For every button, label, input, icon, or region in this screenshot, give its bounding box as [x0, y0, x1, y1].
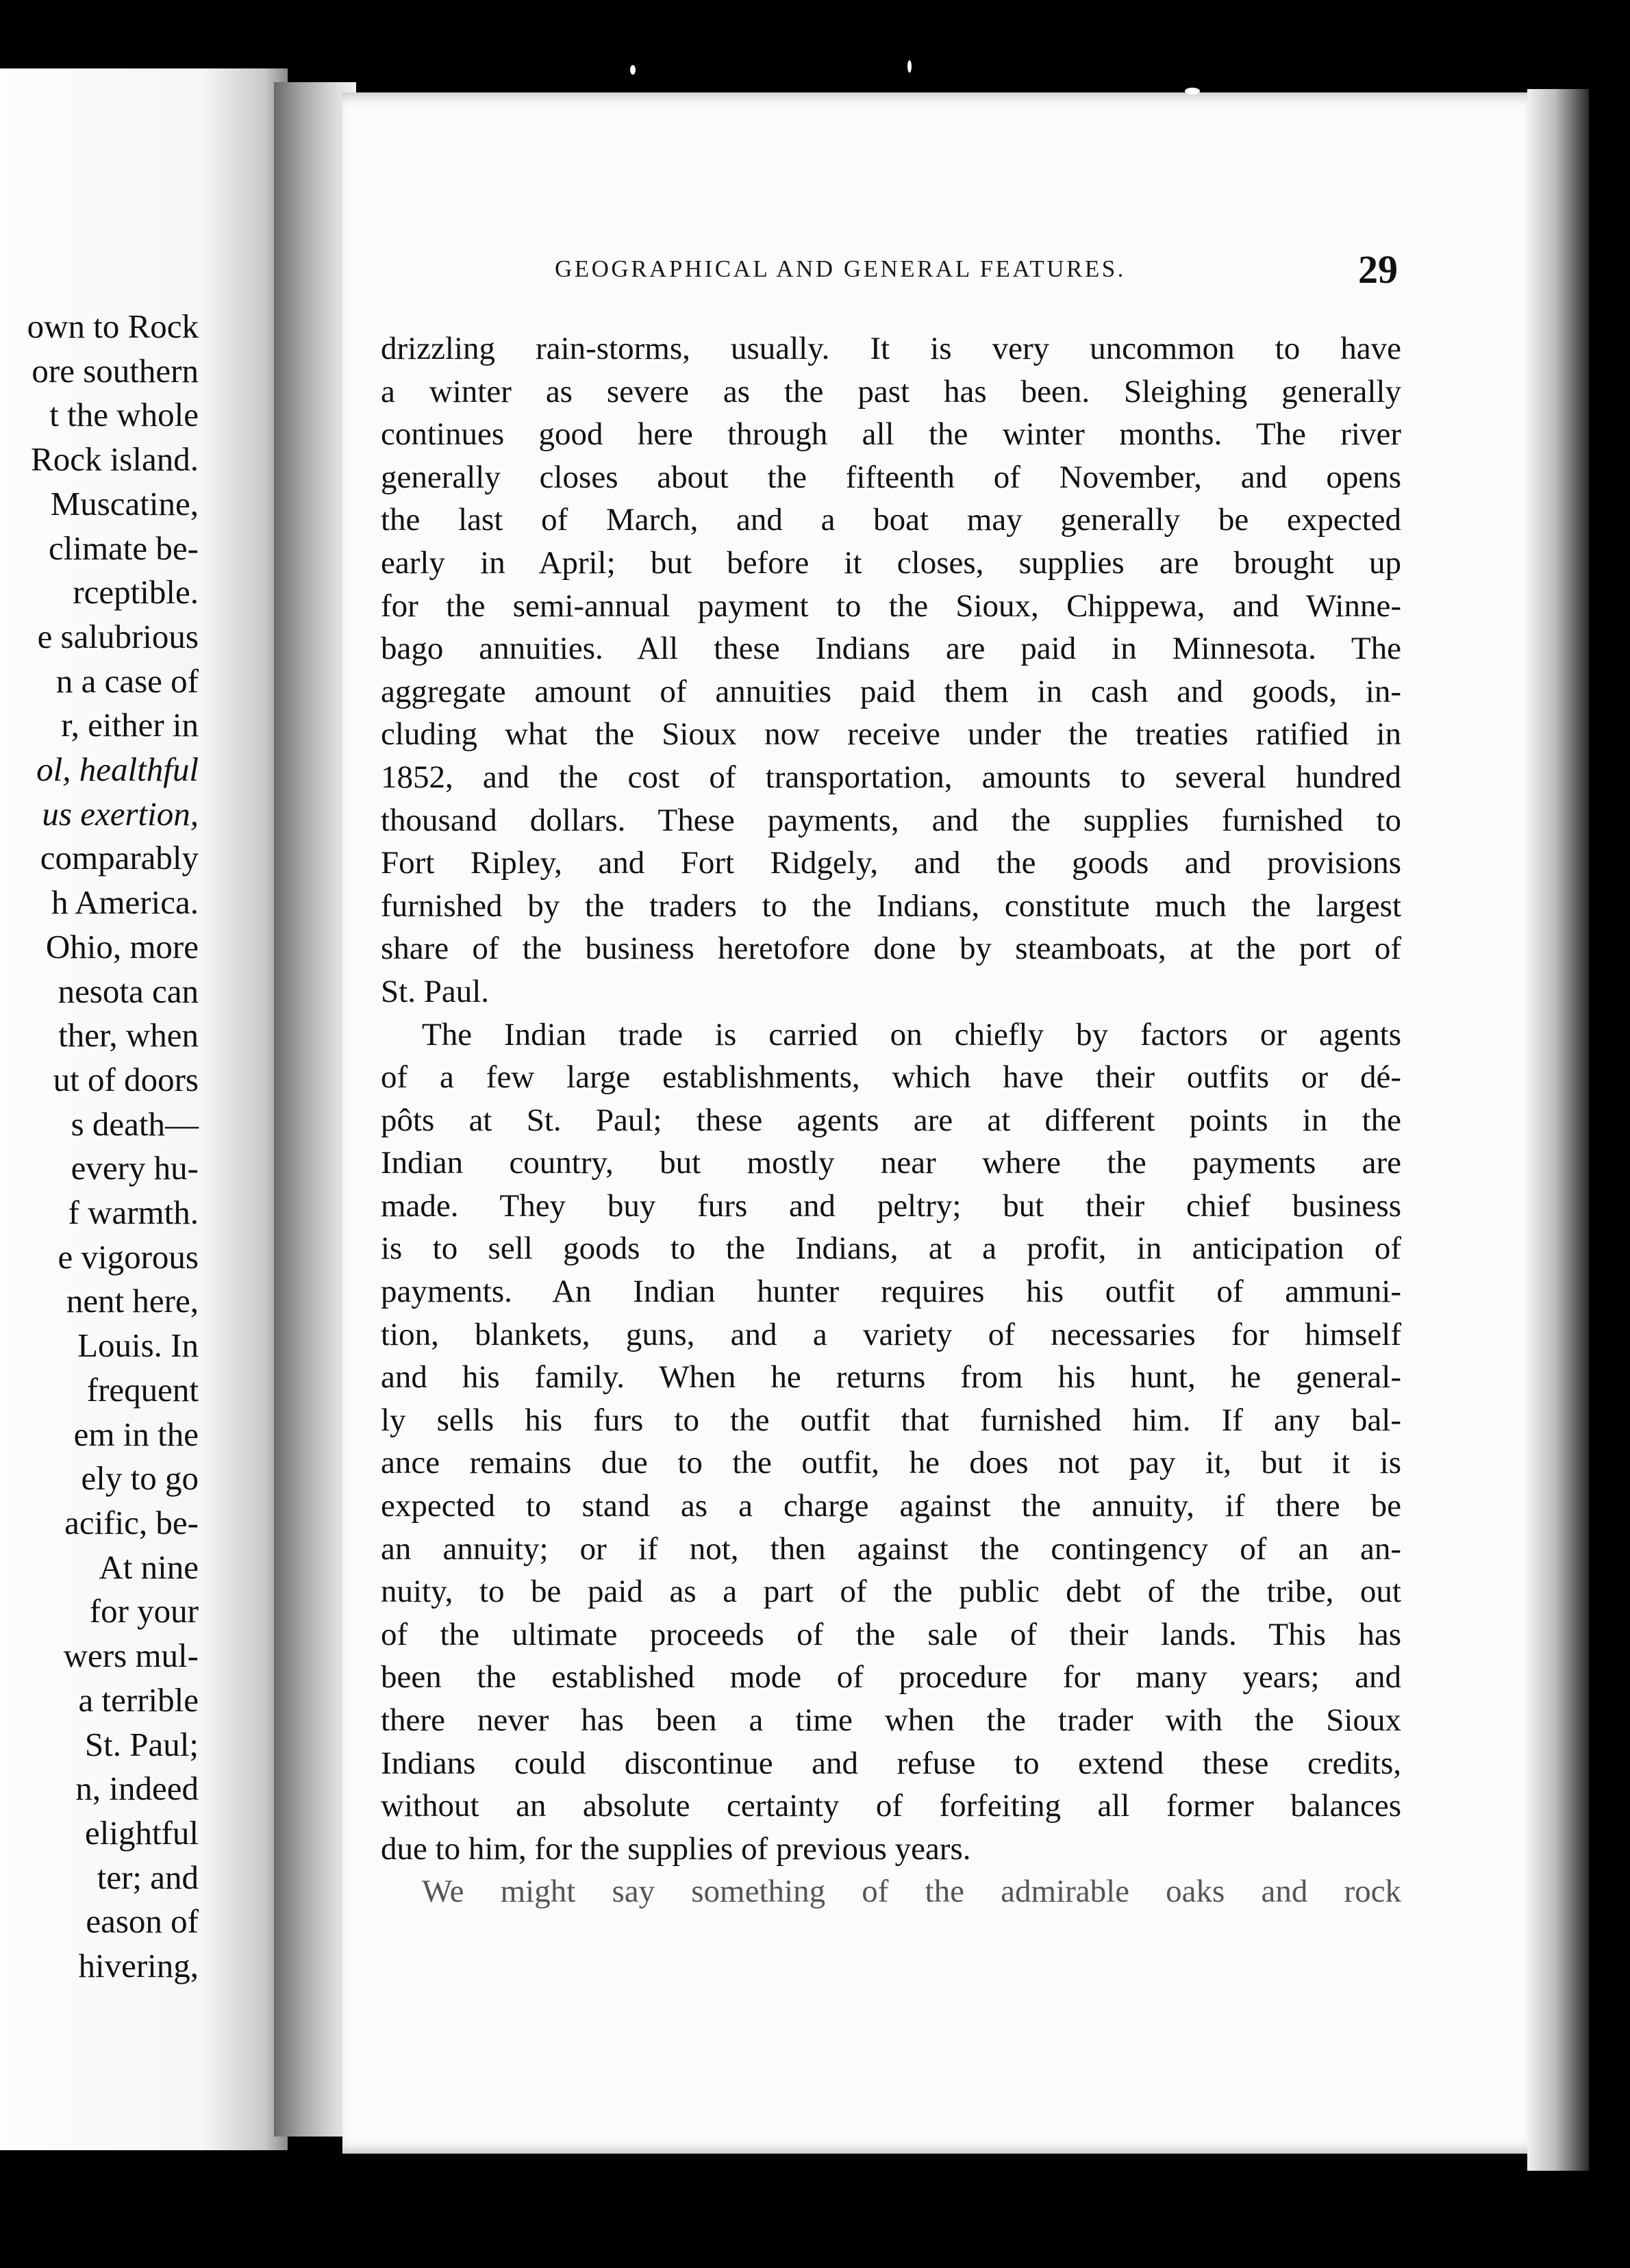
text-line: continues good here through all the winter months. The river — [381, 416, 1401, 453]
left-page — [0, 68, 288, 2150]
left-line: ter; and — [97, 1858, 199, 1896]
text-line: pôts at St. Paul; these agents are at different points in the — [381, 1102, 1401, 1138]
left-line: h America. — [51, 883, 199, 922]
left-line: a terrible — [78, 1680, 199, 1719]
left-line: Rock island. — [31, 440, 199, 479]
left-line: At nine — [99, 1548, 199, 1586]
left-line: wers mul- — [63, 1637, 199, 1675]
left-line: ol, healthful — [36, 751, 199, 789]
text-line: a winter as severe as the past has been. Sleighing generally — [381, 373, 1401, 410]
left-line: e salubrious — [37, 617, 199, 655]
left-line: nent here, — [66, 1282, 199, 1320]
text-line: aggregate amount of annuities paid them in cash and goods, in- — [381, 673, 1401, 709]
text-line: 1852, and the cost of transportation, amounts to several hundred — [381, 759, 1401, 795]
text-line: payments. An Indian hunter requires his outfit of ammuni- — [381, 1274, 1401, 1310]
left-line: hivering, — [78, 1947, 199, 1985]
text-line: of a few large establishments, which have their outfits or dé- — [381, 1059, 1401, 1096]
text-line: an annuity; or if not, then against the contingency of an an- — [381, 1530, 1401, 1567]
left-line: ely to go — [81, 1459, 199, 1498]
text-line: drizzling rain-storms, usually. It is very uncommon to have — [381, 331, 1401, 366]
left-line: Ohio, more — [45, 927, 199, 966]
left-line: n a case of — [55, 662, 199, 700]
left-line: rceptible. — [73, 573, 199, 612]
left-line: Louis. In — [77, 1326, 199, 1365]
left-line: us exertion, — [42, 794, 199, 833]
left-line: comparably — [40, 839, 199, 877]
text-line: Indian country, but mostly near where the payments are — [381, 1145, 1401, 1181]
left-line: ut of doors — [53, 1060, 199, 1098]
text-line: thousand dollars. These payments, and the supplies furnished to — [381, 802, 1401, 838]
left-line: elightful — [84, 1813, 199, 1852]
left-line: ore southern — [32, 351, 199, 390]
text-line: made. They buy furs and peltry; but their chief business — [381, 1187, 1401, 1224]
left-line: for your — [89, 1592, 199, 1630]
left-line: e vigorous — [58, 1237, 199, 1276]
text-line: is to sell goods to the Indians, at a profit, in anticipation of — [381, 1231, 1401, 1267]
left-line: em in the — [73, 1415, 199, 1453]
left-line: frequent — [86, 1370, 199, 1409]
running-head: GEOGRAPHICAL AND GENERAL FEATURES. — [555, 255, 1126, 282]
left-line: r, either in — [61, 706, 199, 744]
text-line: of the ultimate proceeds of the sale of their lands. This has — [381, 1616, 1401, 1652]
left-line: t the whole — [49, 396, 199, 434]
text-line: due to him, for the supplies of previous years. — [381, 1830, 971, 1867]
paper-speck — [1185, 88, 1200, 94]
text-line: The Indian trade is carried on chiefly by factors or agents — [422, 1016, 1401, 1053]
left-page-text — [27, 305, 199, 1989]
text-line: the last of March, and a boat may generally be expected — [381, 502, 1401, 538]
left-line: Muscatine, — [50, 484, 199, 522]
text-line: furnished by the traders to the Indians, constitute much the largest — [381, 887, 1401, 924]
paper-speck — [907, 60, 912, 73]
left-line: St. Paul; — [84, 1725, 199, 1763]
page-number: 29 — [1358, 247, 1398, 292]
text-line: St. Paul. — [381, 973, 490, 1009]
text-line: cluding what the Sioux now receive under the treaties ratified in — [381, 716, 1401, 753]
paper-speck — [630, 65, 636, 75]
text-line: and his family. When he returns from his hunt, he general- — [381, 1359, 1401, 1396]
left-line: acific, be- — [64, 1503, 199, 1541]
text-line: generally closes about the fifteenth of November, and opens — [381, 459, 1401, 495]
left-line: every hu- — [71, 1149, 199, 1187]
left-line: climate be- — [48, 529, 199, 567]
text-line: for the semi-annual payment to the Sioux, Chippewa, and Winne- — [381, 588, 1401, 624]
text-line: nuity, to be paid as a part of the public debt of the tribe, out — [381, 1574, 1401, 1610]
text-line: Indians could discontinue and refuse to extend these credits, — [381, 1745, 1401, 1781]
right-page-edge — [1527, 89, 1589, 2171]
text-line: ance remains due to the outfit, he does not pay it, but it is — [381, 1445, 1401, 1481]
left-line: n, indeed — [75, 1769, 199, 1808]
text-line: tion, blankets, guns, and a variety of necessaries for himself — [381, 1316, 1401, 1352]
text-line: bago annuities. All these Indians are paid in Minnesota. The — [381, 631, 1401, 667]
text-line: expected to stand as a charge against the annuity, if there be — [381, 1488, 1401, 1524]
text-line: Fort Ripley, and Fort Ridgely, and the goods and provisions — [381, 845, 1401, 881]
left-line: ther, when — [58, 1016, 199, 1055]
text-line: been the established mode of procedure for many years; and — [381, 1659, 1401, 1696]
left-line: f warmth. — [68, 1194, 199, 1232]
left-line: nesota can — [58, 972, 199, 1010]
left-line: eason of — [86, 1902, 199, 1941]
left-line: own to Rock — [27, 307, 199, 345]
text-line: without an absolute certainty of forfeiting all former balances — [381, 1788, 1401, 1824]
text-line: ly sells his furs to the outfit that furnished him. If any bal- — [381, 1402, 1401, 1438]
text-line: share of the business heretofore done by steamboats, at the port of — [381, 931, 1401, 967]
left-line: s death— — [71, 1105, 199, 1143]
text-line: early in April; but before it closes, supplies are brought up — [381, 544, 1401, 581]
page-body-text — [381, 327, 1401, 1913]
text-line: there never has been a time when the trader with the Sioux — [381, 1702, 1401, 1738]
text-line: We might say something of the admirable oaks and rock — [422, 1874, 1401, 1910]
